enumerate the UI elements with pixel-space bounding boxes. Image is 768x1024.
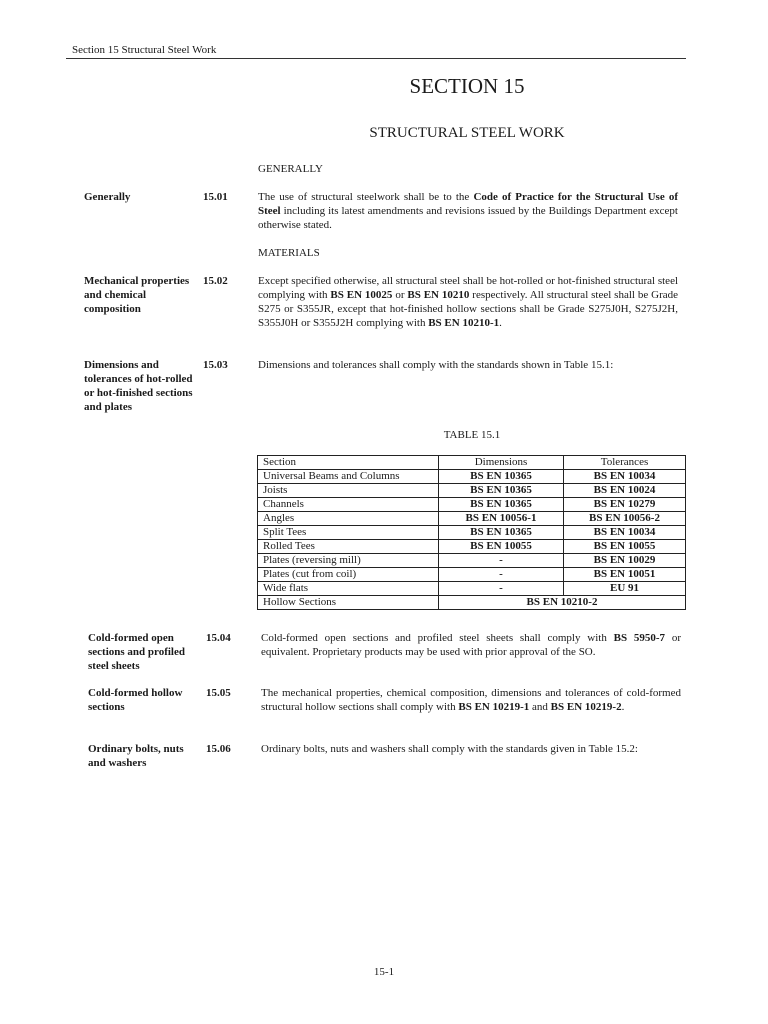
table-cell: - xyxy=(439,582,564,596)
table-cell: Angles xyxy=(258,512,439,526)
table-cell: BS EN 10055 xyxy=(439,540,564,554)
clause-body xyxy=(261,686,681,714)
running-header: Section 15 Structural Steel Work xyxy=(72,44,217,56)
body-text-run: . xyxy=(499,317,502,329)
clause-body xyxy=(258,358,678,372)
table-cell: Hollow Sections xyxy=(258,596,439,610)
clause-side-heading: Dimensions and tolerances of hot-rolled or hot-finished sections and plates xyxy=(84,359,193,413)
table-header-cell: Section xyxy=(258,456,439,470)
table-row xyxy=(258,568,686,582)
clause-side-heading: Mechanical properties and chemical composition xyxy=(84,275,190,315)
body-text-run: . xyxy=(621,701,625,713)
table-row xyxy=(258,526,686,540)
clause-number: 15.02 xyxy=(203,275,228,287)
table-cell: Channels xyxy=(258,498,439,512)
table-row xyxy=(258,582,686,596)
emphasized-reference: Code of Practice for the Structural Use of Steel xyxy=(258,191,678,217)
table-row xyxy=(258,512,686,526)
body-text-run: and xyxy=(529,701,551,713)
page-number: 15-1 xyxy=(373,966,395,978)
table-cell: BS EN 10024 xyxy=(564,484,686,498)
table-cell: Universal Beams and Columns xyxy=(258,470,439,484)
clause-body xyxy=(258,274,678,330)
table-row xyxy=(258,540,686,554)
table-cell: EU 91 xyxy=(564,582,686,596)
table-cell: Rolled Tees xyxy=(258,540,439,554)
table-header-cell: Tolerances xyxy=(564,456,686,470)
clause-number: 15.06 xyxy=(206,743,231,755)
body-text-run: Dimensions and tolerances shall comply with the standards shown in Table 15.1: xyxy=(258,359,614,371)
section-title: SECTION 15 xyxy=(409,74,525,98)
table-cell: Split Tees xyxy=(258,526,439,540)
table-cell: BS EN 10365 xyxy=(439,470,564,484)
heading-generally: GENERALLY xyxy=(258,163,323,175)
table-row xyxy=(258,596,686,610)
emphasized-reference: BS EN 10210-1 xyxy=(428,317,500,329)
body-text-run: The mechanical properties, chemical composition, dimensions and tolerances of cold-formed structural hollow sections shall comply with xyxy=(261,687,681,713)
clause-body xyxy=(261,742,681,756)
table-cell: BS EN 10055 xyxy=(564,540,686,554)
emphasized-reference: BS EN 10219-2 xyxy=(550,701,622,713)
emphasized-reference: BS 5950-7 xyxy=(613,632,666,644)
header-rule xyxy=(66,58,686,59)
body-text-run: or xyxy=(392,289,408,301)
table-header-cell: Dimensions xyxy=(439,456,564,470)
body-text-run: or equivalent. Proprietary products may be used with prior approval of the SO. xyxy=(261,632,682,658)
table-cell: BS EN 10279 xyxy=(564,498,686,512)
clause-side-heading: Generally xyxy=(84,191,131,203)
table-cell: BS EN 10051 xyxy=(564,568,686,582)
table-row xyxy=(258,470,686,484)
table-cell: Wide flats xyxy=(258,582,439,596)
clause-side-heading: Cold-formed open sections and profiled steel sheets xyxy=(88,632,185,672)
body-text-run: respectively. All structural steel shall be Grade S275 or S355JR, except that hot-finished hollow sections shall be Grade S275J0H, S275J2H, S355J0H or S355J2H complying with xyxy=(258,289,678,329)
clause-number: 15.01 xyxy=(203,191,228,203)
clause-number: 15.04 xyxy=(206,632,231,644)
table-cell-merged: BS EN 10210-2 xyxy=(439,596,686,610)
table-cell: BS EN 10056-1 xyxy=(439,512,564,526)
table-cell: BS EN 10034 xyxy=(564,526,686,540)
table-row xyxy=(258,554,686,568)
body-text-run: Cold-formed open sections and profiled steel sheets shall comply with xyxy=(261,632,614,644)
heading-materials: MATERIALS xyxy=(258,247,320,259)
table-row xyxy=(258,498,686,512)
table-cell: - xyxy=(439,568,564,582)
table-cell: BS EN 10034 xyxy=(564,470,686,484)
body-text-run: Ordinary bolts, nuts and washers shall comply with the standards given in Table 15.2: xyxy=(261,743,638,755)
clause-number: 15.03 xyxy=(203,359,228,371)
table-cell: Joists xyxy=(258,484,439,498)
table-cell: Plates (cut from coil) xyxy=(258,568,439,582)
table-cell: BS EN 10056-2 xyxy=(564,512,686,526)
clause-number: 15.05 xyxy=(206,687,231,699)
section-subtitle: STRUCTURAL STEEL WORK xyxy=(369,125,565,141)
table-cell: BS EN 10365 xyxy=(439,484,564,498)
table-cell: BS EN 10365 xyxy=(439,526,564,540)
table-cell: Plates (reversing mill) xyxy=(258,554,439,568)
clause-body xyxy=(258,190,678,232)
body-text-run: including its latest amendments and revisions issued by the Buildings Department except otherwise stated. xyxy=(258,205,678,231)
standards-table xyxy=(257,455,686,610)
table-cell: BS EN 10365 xyxy=(439,498,564,512)
clause-side-heading: Cold-formed hollow sections xyxy=(88,687,183,713)
emphasized-reference: BS EN 10219-1 xyxy=(458,701,530,713)
table-cell: - xyxy=(439,554,564,568)
clause-side-heading: Ordinary bolts, nuts and washers xyxy=(88,743,184,769)
body-text-run: Except specified otherwise, all structural steel shall be hot-rolled or hot-finished structural steel complying with xyxy=(258,275,679,301)
table-header-row xyxy=(258,456,686,470)
table-caption: TABLE 15.1 xyxy=(443,429,501,441)
body-text-run: The use of structural steelwork shall be to the xyxy=(258,191,474,203)
table-cell: BS EN 10029 xyxy=(564,554,686,568)
emphasized-reference: BS EN 10025 xyxy=(330,289,393,301)
table-row xyxy=(258,484,686,498)
clause-body xyxy=(261,631,681,659)
emphasized-reference: BS EN 10210 xyxy=(407,289,470,301)
